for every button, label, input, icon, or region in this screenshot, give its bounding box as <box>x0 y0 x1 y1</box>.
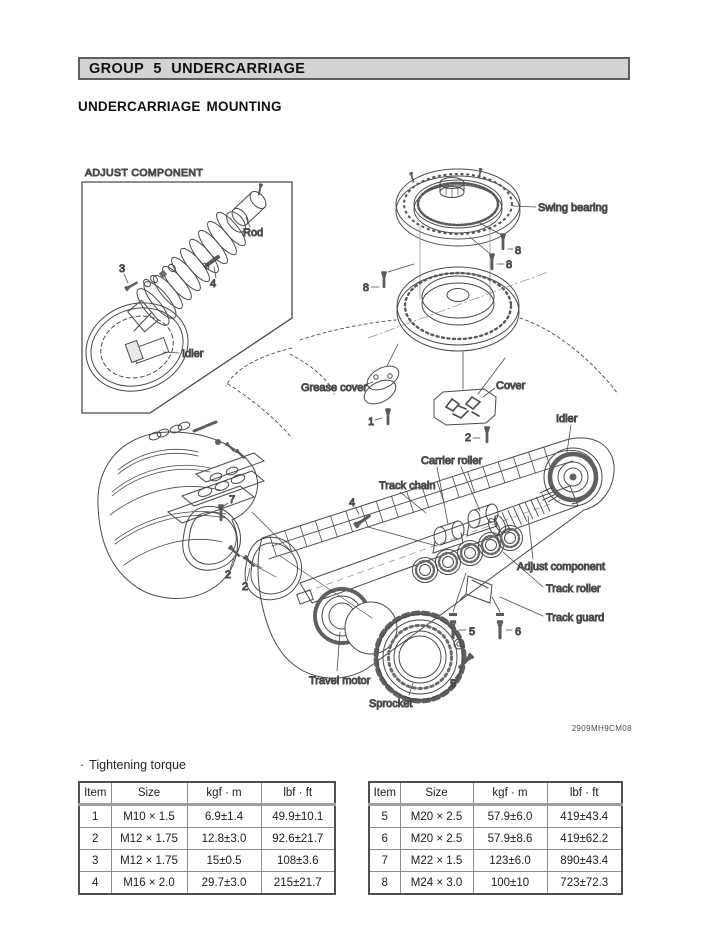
cell: 890±43.4 <box>547 850 622 872</box>
column-header: Size <box>111 782 187 805</box>
cell: 5 <box>369 805 400 828</box>
cell: M10 × 1.5 <box>111 805 187 828</box>
cell: 29.7±3.0 <box>187 872 261 895</box>
label-carrier-roller: Carrier roller <box>421 455 483 467</box>
cell: 92.6±21.7 <box>261 828 335 850</box>
cell: 100±10 <box>473 872 547 895</box>
label-track-chain: Track chain <box>379 480 436 492</box>
table-row <box>79 850 335 872</box>
callout-8: 8 <box>362 282 369 294</box>
table-row <box>79 828 335 850</box>
label-grease-cover: Grease cover <box>301 382 368 394</box>
idler-main-part <box>540 448 602 506</box>
cell: 108±3.6 <box>261 850 335 872</box>
column-header: Size <box>400 782 473 805</box>
grease-cover-part <box>301 344 403 428</box>
cell: M16 × 2.0 <box>111 872 187 895</box>
callout-3: 3 <box>119 263 126 275</box>
bullet: · <box>80 758 85 772</box>
callout-6: 6 <box>515 626 522 638</box>
cell: 6 <box>369 828 400 850</box>
adjust-component-main-part <box>486 495 558 537</box>
inset-title: ADJUST COMPONENT <box>85 167 204 179</box>
column-header: Item <box>79 782 111 805</box>
cell: M22 × 1.5 <box>400 850 473 872</box>
table-row <box>79 805 335 828</box>
label-idler: Idler <box>556 413 578 425</box>
label-adjust-component: Adjust component <box>517 561 606 573</box>
cell: 57.9±8.6 <box>473 828 547 850</box>
callout-5: 5 <box>450 678 457 690</box>
cell: 123±6.0 <box>473 850 547 872</box>
group-title: GROUP 5 UNDERCARRIAGE <box>89 60 306 77</box>
cell: 15±0.5 <box>187 850 261 872</box>
callout-8: 8 <box>506 259 513 271</box>
column-header: lbf · ft <box>261 782 335 805</box>
cell: M20 × 2.5 <box>400 828 473 850</box>
cell: 723±72.3 <box>547 872 622 895</box>
label-rod: Rod <box>243 227 264 239</box>
idler-inset-part <box>73 289 200 405</box>
swing-bearing-part <box>363 168 608 301</box>
cell: M24 × 3.0 <box>400 872 473 895</box>
callout-7: 7 <box>229 494 236 506</box>
label-track-guard: Track guard <box>546 612 605 624</box>
column-header: kgf · m <box>187 782 261 805</box>
cell: 419±62.2 <box>547 828 622 850</box>
cell: 6.9±1.4 <box>187 805 261 828</box>
callout-1: 1 <box>368 416 375 428</box>
table-row <box>79 872 335 895</box>
torque-table-items-5-8 <box>368 781 623 895</box>
callout-4: 4 <box>210 278 217 290</box>
table-row <box>369 872 622 895</box>
cell: 7 <box>369 850 400 872</box>
group-title-bar <box>78 57 630 80</box>
callout-4: 4 <box>349 497 356 509</box>
cell: 12.8±3.0 <box>187 828 261 850</box>
far-track-cluster <box>98 421 372 618</box>
cell: 57.9±6.0 <box>473 805 547 828</box>
cell: 215±21.7 <box>261 872 335 895</box>
label-track-roller: Track roller <box>546 583 601 595</box>
cell: 4 <box>79 872 111 895</box>
cell: M20 × 2.5 <box>400 805 473 828</box>
cell: 1 <box>79 805 111 828</box>
table-row <box>369 805 622 828</box>
cell: M12 × 1.75 <box>111 828 187 850</box>
inset-adjust-component <box>73 167 292 413</box>
label-idler-inset: Idler <box>182 348 204 360</box>
table-row <box>369 828 622 850</box>
torque-heading-text: Tightening torque <box>89 758 186 772</box>
column-header: lbf · ft <box>547 782 622 805</box>
figure-code: 2909MH9CM08 <box>571 724 632 733</box>
column-header: kgf · m <box>473 782 547 805</box>
torque-heading <box>80 758 186 772</box>
cell: 3 <box>79 850 111 872</box>
column-header: Item <box>369 782 400 805</box>
undercarriage-body <box>258 413 614 710</box>
callout-8: 8 <box>515 245 522 257</box>
torque-table-items-1-4 <box>78 781 336 895</box>
cell: M12 × 1.75 <box>111 850 187 872</box>
cell: 49.9±10.1 <box>261 805 335 828</box>
section-title: UNDERCARRIAGE MOUNTING <box>78 99 282 114</box>
label-cover: Cover <box>496 380 526 392</box>
header-row <box>79 782 335 805</box>
header-row <box>369 782 622 805</box>
table-row <box>369 850 622 872</box>
cell: 419±43.4 <box>547 805 622 828</box>
label-swing-bearing: Swing bearing <box>538 202 608 214</box>
callout-2: 2 <box>242 581 249 593</box>
label-sprocket: Sprocket <box>369 698 413 710</box>
cell: 2 <box>79 828 111 850</box>
callout-2: 2 <box>465 432 472 444</box>
cell: 8 <box>369 872 400 895</box>
label-travel-motor: Travel motor <box>309 675 371 687</box>
callout-2: 2 <box>225 569 232 581</box>
travel-motor-part <box>297 589 397 654</box>
cover-part <box>434 352 526 444</box>
callout-5: 5 <box>469 626 476 638</box>
